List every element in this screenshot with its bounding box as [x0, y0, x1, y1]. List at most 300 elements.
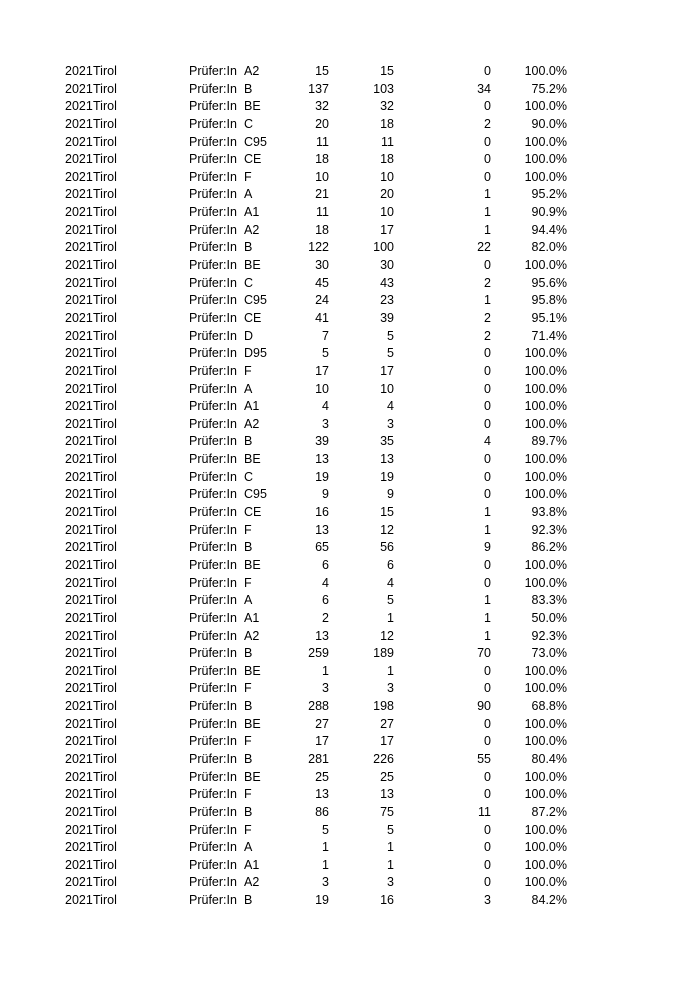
table-row	[0, 381, 700, 399]
passed-cell: 4	[387, 575, 394, 590]
total-cell: 1	[322, 663, 329, 678]
pass-rate-cell: 100.0%	[524, 399, 567, 414]
failed-cell: 2	[484, 275, 491, 290]
failed-cell: 55	[477, 751, 491, 766]
year-cell: 2021	[65, 522, 93, 537]
region-cell: Tirol	[93, 399, 117, 414]
table-row	[0, 292, 700, 310]
failed-cell: 0	[484, 769, 491, 784]
passed-cell: 16	[380, 893, 394, 908]
table-row	[0, 628, 700, 646]
license-class-cell: A1	[244, 399, 260, 414]
total-cell: 39	[315, 434, 329, 449]
pass-rate-cell: 100.0%	[524, 769, 567, 784]
total-cell: 13	[315, 522, 329, 537]
table-row	[0, 751, 700, 769]
passed-cell: 11	[381, 134, 394, 149]
pass-rate-cell: 100.0%	[524, 787, 567, 802]
region-cell: Tirol	[93, 81, 117, 96]
pass-rate-cell: 100.0%	[524, 169, 567, 184]
license-class-cell: A1	[244, 205, 260, 220]
passed-cell: 15	[380, 505, 394, 520]
failed-cell: 4	[484, 434, 491, 449]
license-class-cell: F	[244, 681, 252, 696]
failed-cell: 1	[484, 610, 491, 625]
role-cell: Prüfer:In	[189, 381, 237, 396]
license-class-cell: A1	[244, 857, 260, 872]
pass-rate-cell: 90.0%	[531, 116, 567, 131]
failed-cell: 0	[484, 99, 491, 114]
license-class-cell: F	[244, 822, 252, 837]
failed-cell: 0	[484, 469, 491, 484]
role-cell: Prüfer:In	[189, 293, 237, 308]
license-class-cell: BE	[244, 258, 261, 273]
year-cell: 2021	[65, 469, 93, 484]
passed-cell: 5	[387, 346, 394, 361]
pass-rate-cell: 100.0%	[524, 99, 567, 114]
passed-cell: 30	[380, 258, 394, 273]
role-cell: Prüfer:In	[189, 716, 237, 731]
passed-cell: 75	[380, 804, 394, 819]
role-cell: Prüfer:In	[189, 610, 237, 625]
license-class-cell: CE	[244, 152, 262, 167]
total-cell: 122	[308, 240, 329, 255]
passed-cell: 18	[380, 152, 394, 167]
pass-rate-cell: 82.0%	[531, 240, 567, 255]
passed-cell: 226	[373, 751, 394, 766]
license-class-cell: A	[244, 593, 253, 608]
table-row	[0, 839, 700, 857]
failed-cell: 0	[484, 416, 491, 431]
total-cell: 281	[308, 751, 329, 766]
region-cell: Tirol	[93, 416, 117, 431]
role-cell: Prüfer:In	[189, 205, 237, 220]
pass-rate-cell: 95.6%	[531, 275, 567, 290]
region-cell: Tirol	[93, 787, 117, 802]
region-cell: Tirol	[93, 646, 117, 661]
total-cell: 18	[315, 222, 329, 237]
year-cell: 2021	[65, 275, 93, 290]
failed-cell: 0	[484, 152, 491, 167]
year-cell: 2021	[65, 152, 93, 167]
year-cell: 2021	[65, 187, 93, 202]
license-class-cell: F	[244, 734, 252, 749]
region-cell: Tirol	[93, 681, 117, 696]
failed-cell: 0	[484, 857, 491, 872]
failed-cell: 0	[484, 363, 491, 378]
passed-cell: 103	[373, 81, 394, 96]
table-row	[0, 257, 700, 275]
total-cell: 25	[315, 769, 329, 784]
passed-cell: 13	[380, 787, 394, 802]
passed-cell: 32	[380, 99, 394, 114]
total-cell: 5	[322, 346, 329, 361]
role-cell: Prüfer:In	[189, 628, 237, 643]
failed-cell: 0	[484, 822, 491, 837]
table-row	[0, 486, 700, 504]
role-cell: Prüfer:In	[189, 487, 237, 502]
role-cell: Prüfer:In	[189, 346, 237, 361]
year-cell: 2021	[65, 875, 93, 890]
license-class-cell: B	[244, 646, 253, 661]
region-cell: Tirol	[93, 346, 117, 361]
region-cell: Tirol	[93, 152, 117, 167]
table-row	[0, 874, 700, 892]
region-cell: Tirol	[93, 487, 117, 502]
role-cell: Prüfer:In	[189, 681, 237, 696]
table-row	[0, 575, 700, 593]
region-cell: Tirol	[93, 575, 117, 590]
region-cell: Tirol	[93, 134, 117, 149]
region-cell: Tirol	[93, 522, 117, 537]
region-cell: Tirol	[93, 275, 117, 290]
total-cell: 13	[315, 452, 329, 467]
region-cell: Tirol	[93, 505, 117, 520]
license-class-cell: B	[244, 893, 253, 908]
failed-cell: 0	[484, 169, 491, 184]
passed-cell: 10	[380, 205, 394, 220]
region-cell: Tirol	[93, 363, 117, 378]
pass-rate-cell: 100.0%	[524, 134, 567, 149]
role-cell: Prüfer:In	[189, 469, 237, 484]
year-cell: 2021	[65, 646, 93, 661]
pass-rate-cell: 100.0%	[524, 663, 567, 678]
region-cell: Tirol	[93, 64, 117, 78]
failed-cell: 1	[484, 593, 491, 608]
license-class-cell: C	[244, 116, 254, 131]
total-cell: 11	[316, 134, 329, 149]
passed-cell: 10	[380, 381, 394, 396]
total-cell: 19	[315, 469, 329, 484]
year-cell: 2021	[65, 734, 93, 749]
year-cell: 2021	[65, 452, 93, 467]
license-class-cell: BE	[244, 452, 261, 467]
role-cell: Prüfer:In	[189, 769, 237, 784]
passed-cell: 15	[380, 64, 394, 78]
pass-rate-cell: 93.8%	[531, 505, 567, 520]
pass-rate-cell: 100.0%	[524, 734, 567, 749]
failed-cell: 0	[484, 487, 491, 502]
region-cell: Tirol	[93, 628, 117, 643]
total-cell: 13	[315, 787, 329, 802]
table-row	[0, 363, 700, 381]
year-cell: 2021	[65, 328, 93, 343]
license-class-cell: F	[244, 575, 252, 590]
license-class-cell: BE	[244, 769, 261, 784]
pass-rate-cell: 83.3%	[531, 593, 567, 608]
table-row	[0, 222, 700, 240]
year-cell: 2021	[65, 787, 93, 802]
pass-rate-cell: 100.0%	[524, 575, 567, 590]
total-cell: 13	[315, 628, 329, 643]
year-cell: 2021	[65, 487, 93, 502]
region-cell: Tirol	[93, 540, 117, 555]
role-cell: Prüfer:In	[189, 363, 237, 378]
year-cell: 2021	[65, 258, 93, 273]
year-cell: 2021	[65, 205, 93, 220]
year-cell: 2021	[65, 346, 93, 361]
failed-cell: 1	[484, 205, 491, 220]
table-row	[0, 451, 700, 469]
license-class-cell: A2	[244, 628, 260, 643]
pass-rate-cell: 100.0%	[524, 64, 567, 78]
pass-rate-cell: 100.0%	[524, 381, 567, 396]
role-cell: Prüfer:In	[189, 787, 237, 802]
failed-cell: 0	[484, 840, 491, 855]
failed-cell: 0	[484, 381, 491, 396]
license-class-cell: F	[244, 522, 252, 537]
license-class-cell: BE	[244, 557, 261, 572]
region-cell: Tirol	[93, 822, 117, 837]
failed-cell: 0	[484, 681, 491, 696]
year-cell: 2021	[65, 822, 93, 837]
passed-cell: 3	[387, 681, 394, 696]
license-class-cell: B	[244, 699, 253, 714]
total-cell: 86	[315, 804, 329, 819]
table-row	[0, 786, 700, 804]
total-cell: 137	[308, 81, 329, 96]
failed-cell: 0	[484, 716, 491, 731]
table-row	[0, 416, 700, 434]
pass-rate-cell: 89.7%	[531, 434, 567, 449]
total-cell: 24	[315, 293, 329, 308]
table-row	[0, 539, 700, 557]
role-cell: Prüfer:In	[189, 875, 237, 890]
failed-cell: 90	[477, 699, 491, 714]
pass-rate-cell: 68.8%	[531, 699, 567, 714]
year-cell: 2021	[65, 681, 93, 696]
total-cell: 288	[308, 699, 329, 714]
year-cell: 2021	[65, 399, 93, 414]
role-cell: Prüfer:In	[189, 222, 237, 237]
total-cell: 5	[322, 822, 329, 837]
failed-cell: 70	[477, 646, 491, 661]
region-cell: Tirol	[93, 893, 117, 908]
passed-cell: 189	[373, 646, 394, 661]
region-cell: Tirol	[93, 716, 117, 731]
region-cell: Tirol	[93, 751, 117, 766]
table-row	[0, 186, 700, 204]
passed-cell: 18	[380, 116, 394, 131]
passed-cell: 19	[380, 469, 394, 484]
license-class-cell: BE	[244, 663, 261, 678]
pass-rate-cell: 100.0%	[524, 716, 567, 731]
table-row	[0, 239, 700, 257]
failed-cell: 2	[484, 328, 491, 343]
role-cell: Prüfer:In	[189, 857, 237, 872]
table-row	[0, 698, 700, 716]
table-row	[0, 804, 700, 822]
region-cell: Tirol	[93, 240, 117, 255]
total-cell: 17	[315, 734, 329, 749]
total-cell: 19	[315, 893, 329, 908]
table-row	[0, 645, 700, 663]
region-cell: Tirol	[93, 804, 117, 819]
pass-rate-cell: 87.2%	[531, 804, 567, 819]
table-row	[0, 716, 700, 734]
region-cell: Tirol	[93, 610, 117, 625]
passed-cell: 3	[387, 875, 394, 890]
role-cell: Prüfer:In	[189, 751, 237, 766]
year-cell: 2021	[65, 99, 93, 114]
total-cell: 18	[315, 152, 329, 167]
license-class-cell: D	[244, 328, 254, 343]
year-cell: 2021	[65, 416, 93, 431]
failed-cell: 1	[484, 293, 491, 308]
total-cell: 7	[322, 328, 329, 343]
passed-cell: 9	[387, 487, 394, 502]
license-class-cell: F	[244, 787, 252, 802]
pass-rate-cell: 100.0%	[524, 346, 567, 361]
year-cell: 2021	[65, 64, 93, 78]
pass-rate-cell: 95.2%	[531, 187, 567, 202]
license-class-cell: C95	[244, 293, 267, 308]
year-cell: 2021	[65, 575, 93, 590]
year-cell: 2021	[65, 310, 93, 325]
role-cell: Prüfer:In	[189, 152, 237, 167]
license-class-cell: B	[244, 240, 253, 255]
role-cell: Prüfer:In	[189, 64, 237, 78]
license-class-cell: B	[244, 804, 253, 819]
year-cell: 2021	[65, 628, 93, 643]
role-cell: Prüfer:In	[189, 328, 237, 343]
total-cell: 30	[315, 258, 329, 273]
failed-cell: 0	[484, 399, 491, 414]
year-cell: 2021	[65, 610, 93, 625]
passed-cell: 39	[380, 310, 394, 325]
role-cell: Prüfer:In	[189, 399, 237, 414]
failed-cell: 9	[484, 540, 491, 555]
role-cell: Prüfer:In	[189, 540, 237, 555]
region-cell: Tirol	[93, 434, 117, 449]
role-cell: Prüfer:In	[189, 258, 237, 273]
license-class-cell: A	[244, 840, 253, 855]
table-row	[0, 610, 700, 628]
passed-cell: 23	[380, 293, 394, 308]
table-row	[0, 857, 700, 875]
pass-rate-cell: 92.3%	[531, 522, 567, 537]
license-class-cell: B	[244, 751, 253, 766]
table-row	[0, 522, 700, 540]
license-class-cell: C95	[244, 487, 267, 502]
license-class-cell: C	[244, 469, 254, 484]
year-cell: 2021	[65, 540, 93, 555]
table-row	[0, 557, 700, 575]
pass-rate-cell: 95.8%	[531, 293, 567, 308]
passed-cell: 5	[387, 328, 394, 343]
license-class-cell: A2	[244, 416, 260, 431]
passed-cell: 5	[387, 593, 394, 608]
total-cell: 41	[315, 310, 329, 325]
failed-cell: 3	[484, 893, 491, 908]
year-cell: 2021	[65, 840, 93, 855]
data-table	[0, 63, 700, 910]
passed-cell: 6	[387, 557, 394, 572]
role-cell: Prüfer:In	[189, 434, 237, 449]
role-cell: Prüfer:In	[189, 522, 237, 537]
table-row	[0, 433, 700, 451]
passed-cell: 1	[387, 663, 394, 678]
role-cell: Prüfer:In	[189, 699, 237, 714]
pass-rate-cell: 100.0%	[524, 857, 567, 872]
pass-rate-cell: 100.0%	[524, 469, 567, 484]
year-cell: 2021	[65, 293, 93, 308]
table-row	[0, 345, 700, 363]
role-cell: Prüfer:In	[189, 734, 237, 749]
role-cell: Prüfer:In	[189, 663, 237, 678]
table-row	[0, 822, 700, 840]
role-cell: Prüfer:In	[189, 169, 237, 184]
role-cell: Prüfer:In	[189, 822, 237, 837]
failed-cell: 1	[484, 187, 491, 202]
region-cell: Tirol	[93, 840, 117, 855]
license-class-cell: A	[244, 187, 253, 202]
failed-cell: 1	[484, 505, 491, 520]
passed-cell: 12	[380, 522, 394, 537]
role-cell: Prüfer:In	[189, 593, 237, 608]
table-row	[0, 169, 700, 187]
failed-cell: 2	[484, 310, 491, 325]
year-cell: 2021	[65, 116, 93, 131]
passed-cell: 1	[387, 610, 394, 625]
failed-cell: 0	[484, 134, 491, 149]
table-row	[0, 733, 700, 751]
pass-rate-cell: 100.0%	[524, 363, 567, 378]
license-class-cell: CE	[244, 310, 262, 325]
failed-cell: 0	[484, 875, 491, 890]
license-class-cell: BE	[244, 716, 261, 731]
failed-cell: 0	[484, 575, 491, 590]
total-cell: 6	[322, 557, 329, 572]
passed-cell: 17	[380, 734, 394, 749]
year-cell: 2021	[65, 893, 93, 908]
region-cell: Tirol	[93, 857, 117, 872]
passed-cell: 100	[373, 240, 394, 255]
failed-cell: 11	[478, 804, 491, 819]
region-cell: Tirol	[93, 187, 117, 202]
role-cell: Prüfer:In	[189, 804, 237, 819]
failed-cell: 34	[477, 81, 491, 96]
license-class-cell: A1	[244, 610, 260, 625]
year-cell: 2021	[65, 81, 93, 96]
total-cell: 32	[315, 99, 329, 114]
total-cell: 1	[322, 857, 329, 872]
table-row	[0, 663, 700, 681]
year-cell: 2021	[65, 363, 93, 378]
license-class-cell: B	[244, 434, 253, 449]
year-cell: 2021	[65, 134, 93, 149]
region-cell: Tirol	[93, 734, 117, 749]
pass-rate-cell: 92.3%	[531, 628, 567, 643]
role-cell: Prüfer:In	[189, 275, 237, 290]
passed-cell: 27	[380, 716, 394, 731]
total-cell: 3	[322, 681, 329, 696]
total-cell: 17	[315, 363, 329, 378]
license-class-cell: A	[244, 381, 253, 396]
year-cell: 2021	[65, 716, 93, 731]
total-cell: 6	[322, 593, 329, 608]
region-cell: Tirol	[93, 469, 117, 484]
region-cell: Tirol	[93, 258, 117, 273]
year-cell: 2021	[65, 169, 93, 184]
pass-rate-cell: 100.0%	[524, 840, 567, 855]
region-cell: Tirol	[93, 222, 117, 237]
year-cell: 2021	[65, 804, 93, 819]
region-cell: Tirol	[93, 116, 117, 131]
role-cell: Prüfer:In	[189, 187, 237, 202]
total-cell: 10	[315, 169, 329, 184]
passed-cell: 5	[387, 822, 394, 837]
